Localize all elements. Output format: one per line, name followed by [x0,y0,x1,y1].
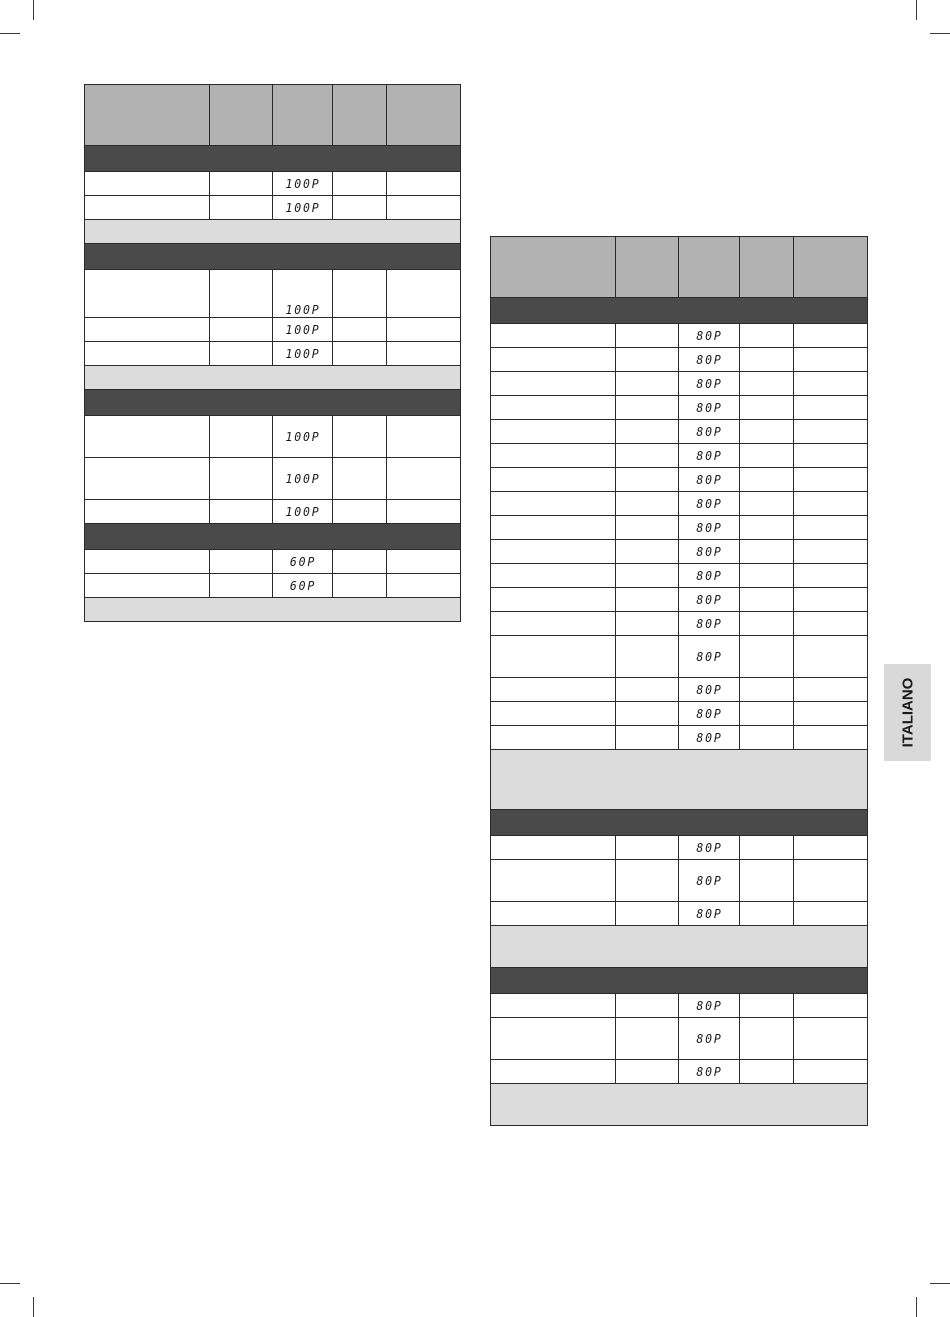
power-level: 60P [275,550,330,574]
note-row [491,1084,868,1126]
language-tab [884,664,931,761]
table-row [491,588,868,612]
table-row [85,270,461,318]
power-level: 100P [275,172,330,196]
cooking-table-right [490,236,868,1126]
crop-mark [916,1297,917,1317]
power-level: 80P [681,324,737,348]
power-level: 60P [275,574,330,598]
table-row [491,324,868,348]
power-level: 80P [681,444,737,468]
power-level: 100P [275,500,330,524]
power-level: 80P [681,420,737,444]
table-row [491,1060,868,1084]
table-row [491,836,868,860]
table-row [491,468,868,492]
crop-mark [33,1297,34,1317]
table-row [491,420,868,444]
table-row [491,994,868,1018]
crop-mark [0,33,20,34]
power-level: 80P [681,564,737,588]
table-row [491,540,868,564]
power-level: 80P [681,492,737,516]
table-row [85,458,461,500]
note-row [85,366,461,390]
crop-mark [33,0,34,20]
table-row [491,726,868,750]
crop-mark [0,1283,20,1284]
section-header [491,810,868,836]
power-level: 80P [681,1060,737,1084]
table-row [85,318,461,342]
table-row [491,492,868,516]
power-level: 80P [681,636,737,678]
table-row [491,902,868,926]
power-level: 80P [681,612,737,636]
crop-mark [930,33,950,34]
table-row [491,372,868,396]
power-level: 80P [681,702,737,726]
table-row [491,396,868,420]
table-header [491,237,868,298]
power-level: 80P [681,994,737,1018]
power-level: 80P [681,588,737,612]
power-level: 100P [275,318,330,342]
power-level: 80P [681,540,737,564]
note-row [85,598,461,622]
table-row [491,702,868,726]
power-level: 80P [681,348,737,372]
table-row [491,444,868,468]
table-row [491,348,868,372]
table-row [85,172,461,196]
crop-mark [916,0,917,20]
power-level: 80P [681,372,737,396]
table-row [85,574,461,598]
power-level: 80P [681,836,737,860]
power-level: 80P [681,860,737,902]
section-header [491,298,868,324]
crop-mark [930,1283,950,1284]
power-level: 100P [275,270,330,318]
table-row [85,416,461,458]
table-row [491,1018,868,1060]
section-header [491,968,868,994]
section-header [85,524,461,550]
note-row [85,220,461,244]
table-row [85,342,461,366]
language-tab-label: ITALIANO [899,677,916,748]
note-row [491,750,868,810]
table-row [491,636,868,678]
power-level: 80P [681,516,737,540]
table-row [491,516,868,540]
power-level: 100P [275,196,330,220]
power-level: 100P [275,416,330,458]
table-row [85,196,461,220]
section-header [85,390,461,416]
power-level: 100P [275,458,330,500]
cooking-table-left [84,84,461,622]
table-header [85,85,461,146]
table-row [85,500,461,524]
power-level: 80P [681,678,737,702]
power-level: 80P [681,902,737,926]
table-row [491,564,868,588]
power-level: 80P [681,726,737,750]
note-row [491,926,868,968]
section-header [85,244,461,270]
power-level: 80P [681,468,737,492]
table-row [491,612,868,636]
power-level: 80P [681,396,737,420]
table-row [85,550,461,574]
table-row [491,860,868,902]
power-level: 80P [681,1018,737,1060]
table-row [491,678,868,702]
section-header [85,146,461,172]
power-level: 100P [275,342,330,366]
